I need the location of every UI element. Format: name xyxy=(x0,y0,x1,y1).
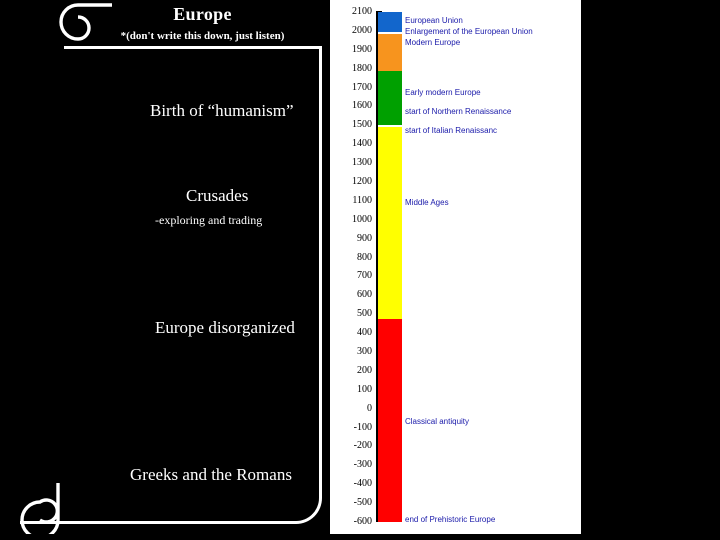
bullet-crusades: Crusades xyxy=(186,186,249,205)
annotation-enlargement-of-the-european-union: Enlargement of the European Union xyxy=(405,26,533,36)
tick-label: 1500 xyxy=(352,119,372,131)
tick-label: 200 xyxy=(357,364,372,376)
annotation-european-union: European Union xyxy=(405,15,463,25)
band-early-modern-europe xyxy=(378,71,402,126)
band-middle-ages xyxy=(378,127,402,319)
tick-label: 1900 xyxy=(352,43,372,55)
tick-label: 500 xyxy=(357,308,372,320)
tick-label: -100 xyxy=(353,421,372,433)
tick-label: 2000 xyxy=(352,24,372,36)
bullet-greeks-and-the-romans: Greeks and the Romans xyxy=(130,465,292,484)
tick-label: 600 xyxy=(357,289,372,301)
bullet-exploring-and-trading: -exploring and trading xyxy=(155,213,263,227)
annotation-end-of-prehistoric-europe: end of Prehistoric Europe xyxy=(405,515,496,525)
stacked-timeline-bar xyxy=(378,12,402,522)
tick-label: 1400 xyxy=(352,138,372,150)
tick-label: 300 xyxy=(357,346,372,357)
bullet-birth-of-humanism: Birth of “humanism” xyxy=(150,101,294,120)
tick-label: -300 xyxy=(353,459,372,471)
annotation-start-of-italian-renaissanc: start of Italian Renaissanc xyxy=(405,126,498,135)
annotation-modern-europe: Modern Europe xyxy=(405,38,461,48)
tick-label: 1800 xyxy=(352,62,372,74)
band-european-union xyxy=(378,12,402,32)
tick-label: 1300 xyxy=(352,157,372,169)
annotation-classical-antiquity: Classical antiquity xyxy=(405,416,470,426)
spiral-decoration-icon xyxy=(58,2,114,50)
tick-label: 2100 xyxy=(352,6,372,17)
tick-label: 1600 xyxy=(352,100,372,112)
tick-label: 400 xyxy=(357,327,372,339)
tick-label: 1100 xyxy=(352,194,372,206)
slide-content-panel xyxy=(0,0,330,540)
slide-subtitle: *(don't write this down, just listen) xyxy=(120,30,285,42)
band-modern-europe xyxy=(378,34,402,71)
tick-label: -400 xyxy=(353,478,372,490)
tick-label: -200 xyxy=(353,440,372,452)
spiral-decoration-mirrored-icon xyxy=(4,482,62,534)
tick-label: 1200 xyxy=(352,176,372,187)
bullet-europe-disorganized: Europe disorganized xyxy=(155,318,295,337)
tick-label: -600 xyxy=(353,516,372,527)
annotation-middle-ages: Middle Ages xyxy=(405,197,449,207)
tick-label: 100 xyxy=(357,383,372,395)
tick-label: 900 xyxy=(357,232,372,244)
page-title: Europe xyxy=(173,4,232,24)
annotation-early-modern-europe: Early modern Europe xyxy=(405,88,481,98)
tick-label: 0 xyxy=(367,402,372,414)
tick-label: -500 xyxy=(353,497,372,509)
annotation-start-of-northern-renaissance: start of Northern Renaissance xyxy=(405,107,512,117)
tick-label: 1000 xyxy=(352,213,372,225)
tick-label: 700 xyxy=(357,270,372,282)
timeline-chart xyxy=(330,0,581,534)
band-classical-antiquity xyxy=(378,319,402,522)
tick-label: 800 xyxy=(357,251,372,263)
tick-label: 1700 xyxy=(352,81,372,93)
